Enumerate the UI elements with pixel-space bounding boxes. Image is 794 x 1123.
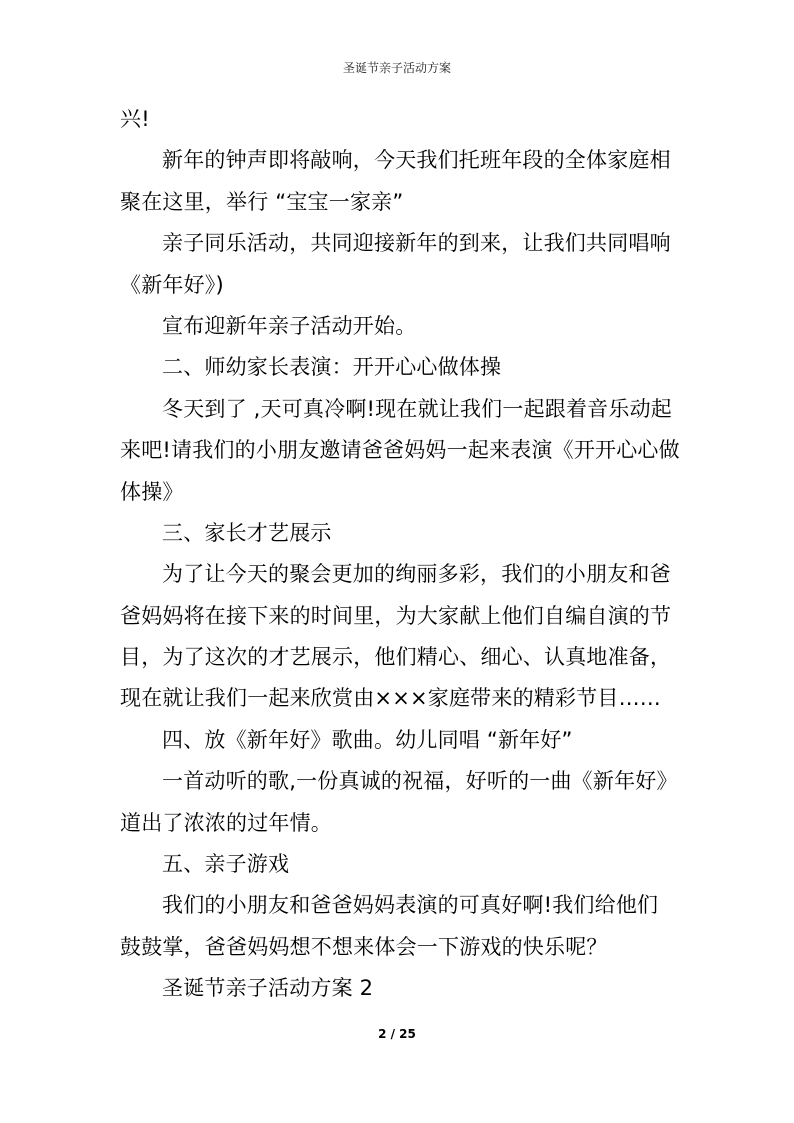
text-line: 现在就让我们一起来欣赏由×××家庭带来的精彩节目……	[120, 686, 661, 711]
text-line: 聚在这里，举行 “宝宝一家亲”	[120, 189, 404, 214]
text-line: 宣布迎新年亲子活动开始。	[162, 313, 417, 338]
page-header: 圣诞节亲子活动方案	[342, 61, 451, 75]
text-line: 体操》	[120, 479, 184, 504]
text-line: 冬天到了 ,天可真冷啊!现在就让我们一起跟着音乐动起	[162, 396, 672, 421]
text-line: 我们的小朋友和爸爸妈妈表演的可真好啊!我们给他们	[162, 893, 659, 918]
text-line: 目，为了这次的才艺展示，他们精心、细心、认真地准备，	[120, 645, 672, 670]
text-line: 道出了浓浓的过年情。	[120, 810, 332, 835]
text-line: 为了让今天的聚会更加的绚丽多彩，我们的小朋友和爸	[162, 562, 671, 587]
section-title: 圣诞节亲子活动方案 2	[162, 976, 374, 1001]
section-heading: 四、放《新年好》歌曲。幼儿同唱 “新年好”	[162, 727, 573, 752]
text-line: 来吧!请我们的小朋友邀请爸爸妈妈一起来表演《开开心心做	[120, 438, 680, 463]
section-heading: 二、师幼家长表演：开开心心做体操	[162, 355, 502, 380]
section-heading: 三、家长才艺展示	[162, 520, 332, 545]
text-line: 亲子同乐活动，共同迎接新年的到来，让我们共同唱响	[162, 231, 671, 256]
text-line: 新年的钟声即将敲响，今天我们托班年段的全体家庭相	[162, 148, 671, 173]
page-number: 2 / 25	[378, 1027, 416, 1041]
text-line: 鼓鼓掌，爸爸妈妈想不想来体会一下游戏的快乐呢？	[120, 934, 608, 959]
section-heading: 五、亲子游戏	[162, 852, 290, 877]
text-line: 兴!	[120, 107, 150, 131]
document-body	[120, 99, 688, 1010]
text-line: 爸妈妈将在接下来的时间里，为大家献上他们自编自演的节	[120, 603, 672, 628]
text-line: 一首动听的歌,一份真诚的祝福，好听的一曲《新年好》	[162, 769, 678, 794]
text-line: 《新年好》)	[120, 272, 224, 297]
